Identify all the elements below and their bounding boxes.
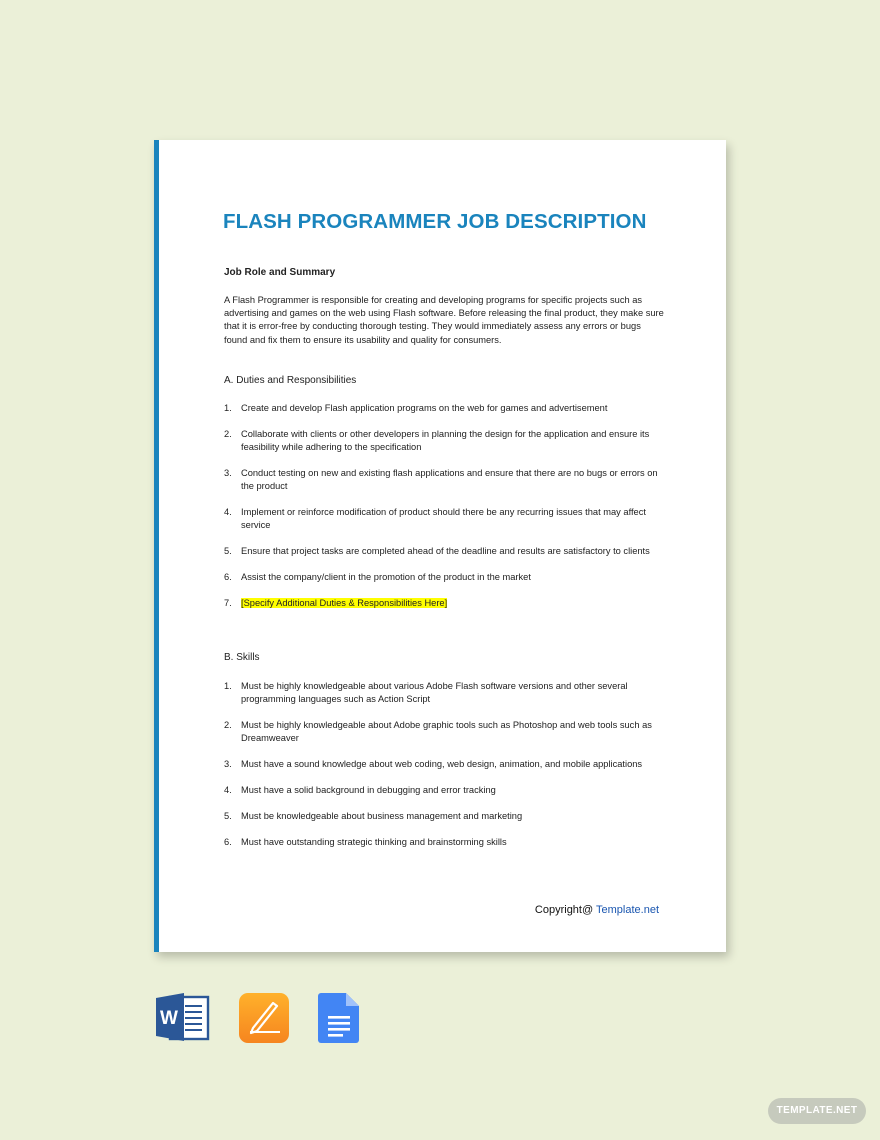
google-docs-icon[interactable]: [318, 992, 360, 1049]
list-item-number: 6.: [224, 572, 232, 582]
list-item: [224, 428, 664, 454]
pages-icon[interactable]: [238, 992, 290, 1049]
copyright: [535, 904, 659, 916]
list-item-text: Must be highly knowledgeable about Adobe graphic tools such as Photoshop and web tools such as Dreamweaver: [241, 720, 652, 743]
duties-list: [224, 402, 664, 623]
list-item-text: Create and develop Flash application programs on the web for games and advertisement: [241, 403, 608, 413]
list-item: [224, 810, 664, 823]
list-item-number: 2.: [224, 720, 232, 730]
list-item-number: 1.: [224, 403, 232, 413]
list-item-text: Must be knowledgeable about business management and marketing: [241, 811, 523, 821]
summary-text: A Flash Programmer is responsible for creating and developing programs for specific projects such as advertising and games on the web using Flash software. Before releasing the final product, they make sure that it is error-free by conducting thorough testing. They would immediately assess any errors or bugs found and fix them to ensure its usability and quality for consumers.: [224, 295, 664, 345]
list-item-text: Must have outstanding strategic thinking and brainstorming skills: [241, 837, 507, 847]
list-item: [224, 571, 664, 584]
duties-heading: A. Duties and Responsibilities: [224, 375, 357, 386]
list-item: [224, 719, 664, 745]
list-item: [224, 836, 664, 849]
list-item: [224, 545, 664, 558]
list-item-number: 5.: [224, 546, 232, 556]
list-item: [224, 506, 664, 532]
skills-list: [224, 680, 664, 862]
list-item-text: Conduct testing on new and existing flash applications and ensure that there are no bugs or errors on the product: [241, 468, 658, 491]
list-item-number: 7.: [224, 598, 232, 608]
list-item: [224, 597, 664, 610]
list-item-number: 3.: [224, 759, 232, 769]
word-icon[interactable]: [156, 992, 210, 1047]
list-item: [224, 402, 664, 415]
list-item-text: Must have a solid background in debugging and error tracking: [241, 785, 496, 795]
list-item: [224, 467, 664, 493]
list-item: [224, 784, 664, 797]
list-item-text: Ensure that project tasks are completed ahead of the deadline and results are satisfactory to clients: [241, 546, 650, 556]
list-item-text: [Specify Additional Duties & Responsibilities Here]: [241, 598, 448, 608]
list-item: [224, 680, 664, 706]
skills-heading: B. Skills: [224, 652, 260, 663]
document-page: [154, 140, 726, 952]
template-net-watermark[interactable]: TEMPLATE.NET: [768, 1098, 866, 1124]
copyright-link[interactable]: Template.net: [596, 904, 659, 916]
list-item-number: 4.: [224, 507, 232, 517]
list-item-number: 2.: [224, 429, 232, 439]
list-item: [224, 758, 664, 771]
list-item-number: 3.: [224, 468, 232, 478]
list-item-text: Collaborate with clients or other developers in planning the design for the application and ensure its feasibility while adhering to the specification: [241, 429, 650, 452]
list-item-text: Must be highly knowledgeable about various Adobe Flash software versions and other several programming languages such as Action Script: [241, 681, 628, 704]
list-item-number: 5.: [224, 811, 232, 821]
word-icon-letter: W: [160, 1008, 178, 1029]
list-item-number: 6.: [224, 837, 232, 847]
list-item-text: Assist the company/client in the promotion of the product in the market: [241, 572, 531, 582]
list-item-text: Must have a sound knowledge about web coding, web design, animation, and mobile applications: [241, 759, 643, 769]
summary-heading: Job Role and Summary: [224, 267, 336, 278]
document-title: FLASH PROGRAMMER JOB DESCRIPTION: [223, 210, 647, 233]
list-item-number: 1.: [224, 681, 232, 691]
copyright-label: Copyright@: [534, 904, 597, 916]
list-item-text: Implement or reinforce modification of product should there be any recurring issues that may affect service: [241, 507, 646, 530]
accent-stripe: [154, 140, 159, 952]
list-item-number: 4.: [224, 785, 232, 795]
